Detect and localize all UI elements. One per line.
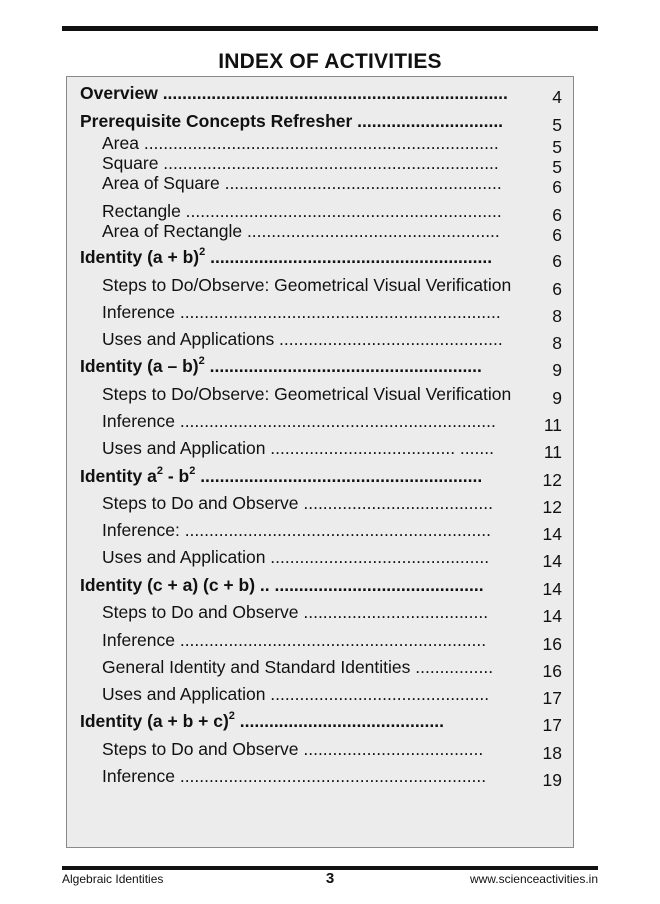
toc-page-number: 12 [542,497,562,517]
toc-subsection [0,656,660,680]
toc-subsection [0,765,660,789]
toc-label-text: Inference .................................................................. [102,302,501,322]
toc-leader-dots: .......................................................... [205,247,493,267]
toc-section [0,110,660,134]
toc-label-text: Steps to Do/Observe: Geometrical Visual Verification [102,275,512,295]
toc-section [0,710,660,734]
toc-leader-dots: .......................................................... [195,466,483,486]
toc-subsection [0,683,660,707]
toc-subsection [0,437,660,461]
toc-page-number: 14 [542,606,562,626]
toc-subsection [0,519,660,543]
toc-subsection [0,629,660,653]
toc-leader-dots: ........................................................ [204,356,482,376]
toc-label [102,274,511,296]
toc-label [102,629,486,651]
toc-subsection [0,172,660,196]
toc-page-number: 11 [543,415,562,435]
toc-label [102,328,503,350]
toc-label-text: Inference ................................................................. [102,411,496,431]
toc-subsection [0,738,660,762]
toc-page-number: 18 [542,743,562,763]
toc-label [102,383,511,405]
toc-label-text: Area ......................................................................... [102,133,499,153]
exponent: 2 [228,710,235,723]
toc-page-number: 5 [552,157,562,177]
toc-label-text: Identity a [80,466,157,486]
toc-page-number: 9 [552,360,562,380]
toc-label-text: Inference ............................................................... [102,766,487,786]
toc-page-number: 5 [552,115,562,135]
exponent: 2 [198,355,205,368]
toc-subsection [0,410,660,434]
toc-label [80,110,503,132]
toc-page-number: 4 [552,87,562,107]
toc-label-text: Prerequisite Concepts Refresher .............................. [80,111,504,131]
toc-page-number: 12 [542,470,562,490]
toc-leader-dots: .......................................... [234,711,444,731]
toc-subsection [0,546,660,570]
toc-page-number: 9 [552,388,562,408]
exponent: 2 [189,465,196,478]
toc-label-text: Identity (a + b) [80,247,200,267]
toc-section [0,355,660,379]
toc-page-number: 14 [542,579,562,599]
toc-subsection [0,383,660,407]
toc-subsection [0,492,660,516]
toc-label-text: Steps to Do and Observe ...................................... [102,602,489,622]
toc-page-number: 6 [552,279,562,299]
toc-page-number: 6 [552,205,562,225]
page-title: INDEX OF ACTIVITIES [218,50,442,73]
toc-label-text: Rectangle ................................................................. [102,201,502,221]
toc-section [0,574,660,598]
toc-page-number: 6 [552,177,562,197]
toc-page-number: 11 [543,442,562,462]
toc-label-text: Identity (c + a) (c + b) .. ........................................... [80,575,484,595]
toc-label-text: Overview ....................................................................... [80,83,508,103]
toc-page-number: 14 [542,551,562,571]
toc-label [102,437,494,459]
toc-label [102,601,488,623]
toc-label-text: Area of Rectangle .................................................... [102,221,500,241]
toc-label [102,220,500,242]
toc-label-text: Uses and Applications .............................................. [102,329,503,349]
toc-label [102,765,486,787]
toc-label-text: Uses and Application ............................................. [102,684,490,704]
toc-subsection [0,274,660,298]
toc-section [0,465,660,489]
toc-label-text: Steps to Do and Observe ....................................... [102,493,493,513]
toc-label-text: Uses and Application ............................................. [102,547,490,567]
toc-page-number: 19 [542,770,562,790]
toc-label [80,710,444,732]
toc-label [102,738,483,760]
toc-label [102,492,493,514]
toc-page-number: 5 [552,137,562,157]
toc-label [102,132,499,154]
toc-label [102,152,499,174]
toc-section [0,82,660,106]
toc-subsection [0,601,660,625]
toc-label-text: Area of Square ......................................................... [102,173,502,193]
toc-page-number: 17 [542,688,562,708]
toc-page-number: 8 [552,333,562,353]
toc-label [102,172,502,194]
toc-label-text: Steps to Do/Observe: Geometrical Visual Verification [102,384,512,404]
toc-label-text: Uses and Application ...................................... ....... [102,438,494,458]
toc-subsection [0,220,660,244]
exponent: 2 [156,465,163,478]
toc-label-text: Identity (a – b) [80,356,199,376]
toc-page-number: 16 [542,634,562,654]
toc-label [102,656,493,678]
toc-subsection [0,328,660,352]
toc-label [102,519,491,541]
toc-subsection [0,301,660,325]
toc-label-text: General Identity and Standard Identities ................ [102,657,494,677]
toc-label-text: Square ..................................................................... [102,153,499,173]
toc-label-text: Identity (a + b + c) [80,711,229,731]
toc-label [80,465,482,487]
toc-label-text: - b [162,466,190,486]
toc-page-number: 17 [542,715,562,735]
footer-page-number: 3 [325,870,335,887]
toc-page-number: 6 [552,225,562,245]
toc-label [102,683,489,705]
toc-label [102,410,496,432]
toc-label [80,355,482,377]
toc-label-text: Inference ............................................................... [102,630,487,650]
footer-book-title: Algebraic Identities [62,872,164,886]
toc-page-number: 8 [552,306,562,326]
toc-label [102,200,502,222]
toc-label-text: Inference: ............................................................... [102,520,491,540]
toc-label [102,301,501,323]
top-rule [62,26,598,31]
toc-section [0,246,660,270]
toc-page-number: 14 [542,524,562,544]
toc-label [102,546,489,568]
toc-label [80,246,492,268]
toc-label [80,574,484,596]
toc-page-number: 6 [552,251,562,271]
toc-label-text: Steps to Do and Observe ..................................... [102,739,484,759]
toc-page-number: 16 [542,661,562,681]
exponent: 2 [199,246,206,259]
footer-website: www.scienceactivities.in [469,872,598,886]
toc-label [80,82,508,104]
